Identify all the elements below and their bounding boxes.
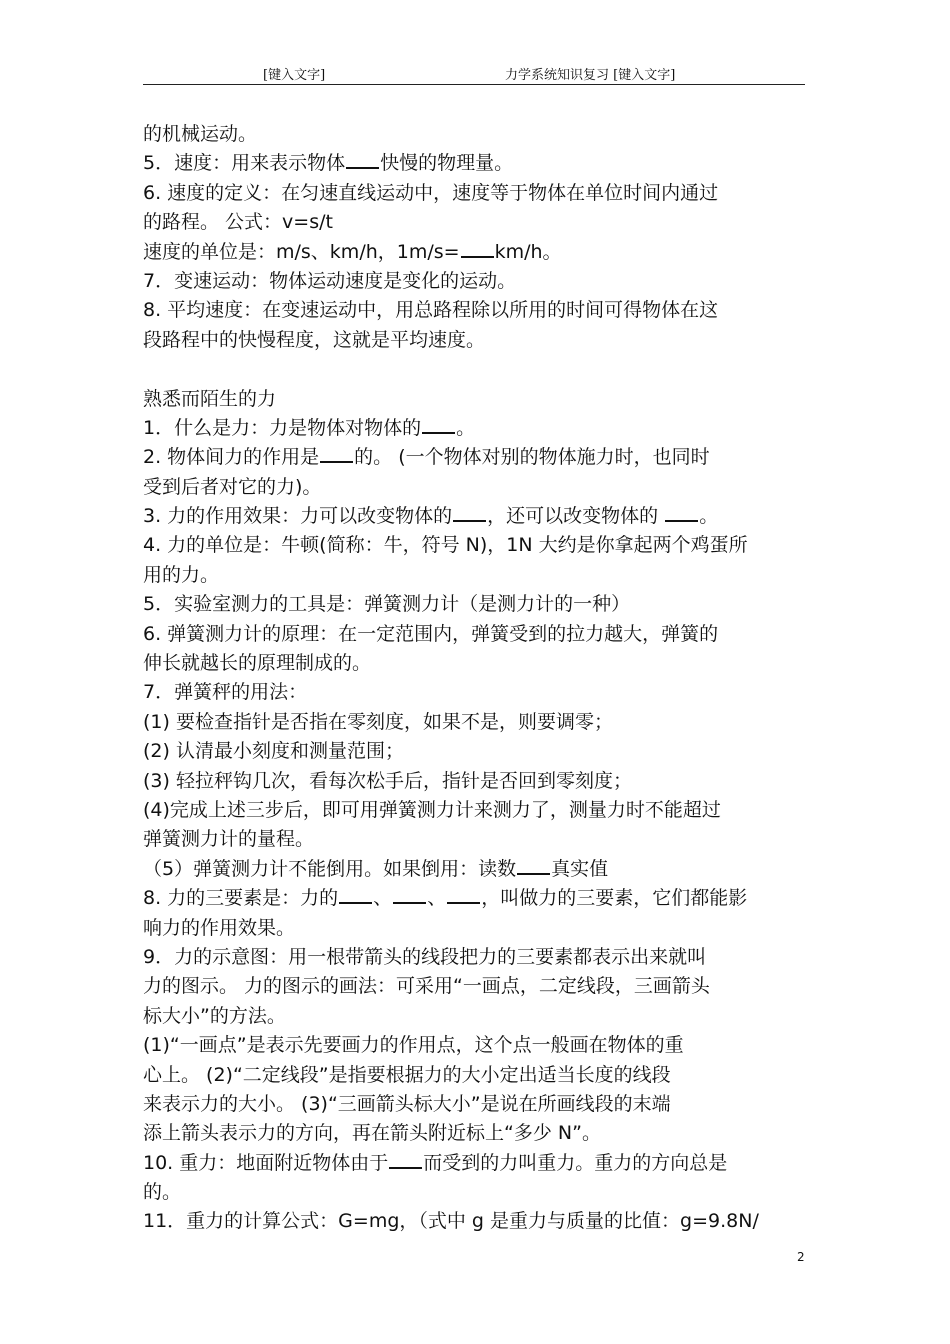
text-line: (1) 要检查指针是否指在零刻度，如果不是，则要调零； — [143, 710, 613, 733]
text-line: 8. 力的三要素是：力的 、 、 ，叫做力的三要素，它们都能影 — [143, 887, 748, 910]
text-line: 响力的作用效果。 — [143, 916, 296, 939]
text-line: 7．变速运动：物体运动速度是变化的运动。 — [143, 269, 517, 292]
header-left-text: [键入文字] — [263, 68, 326, 83]
text-line: 8. 平均速度：在变速运动中，用总路程除以所用的时间可得物体在这 — [143, 299, 719, 322]
text-line: 3. 力的作用效果：力可以改变物体的 ，还可以改变物体的 。 — [143, 505, 719, 528]
blank-line — [143, 355, 808, 384]
text-line: 11．重力的计算公式：G=mg，（式中 g 是重力与质量的比值：g=9.8N/ — [143, 1210, 759, 1233]
fill-blank[interactable] — [665, 503, 698, 522]
text-line: 4. 力的单位是：牛顿(简称：牛，符号 N)，1N 大约是你拿起两个鸡蛋所 — [143, 534, 748, 557]
document-body — [143, 120, 808, 1237]
text-line: 7．弹簧秤的用法： — [143, 681, 308, 704]
text-line: 6. 弹簧测力计的原理：在一定范围内，弹簧受到的拉力越大，弹簧的 — [143, 622, 719, 645]
text-line: 10. 重力：地面附近物体由于 而受到的力叫重力。重力的方向总是 — [143, 1151, 728, 1174]
text-line: (1)“一画点”是表示先要画力的作用点，这个点一般画在物体的重 — [143, 1034, 684, 1057]
text-line: 用的力。 — [143, 563, 220, 586]
text-line: 受到后者对它的力)。 — [143, 475, 322, 498]
section-title: 熟悉而陌生的力 — [143, 387, 277, 410]
fill-blank[interactable] — [461, 239, 494, 258]
text-line: （5）弹簧测力计不能倒用。如果倒用：读数 真实值 — [143, 857, 609, 880]
text-line: (2) 认清最小刻度和测量范围； — [143, 740, 404, 763]
text-line: 心上。 (2)“二定线段”是指要根据力的大小定出适当长度的线段 — [143, 1063, 671, 1086]
text-line: 5．速度：用来表示物体 快慢的物理量。 — [143, 152, 514, 175]
fill-blank[interactable] — [389, 1150, 422, 1169]
text-line: 6. 速度的定义：在匀速直线运动中，速度等于物体在单位时间内通过 — [143, 181, 719, 204]
fill-blank[interactable] — [320, 444, 353, 463]
text-line: 9．力的示意图：用一根带箭头的线段把力的三要素都表示出来就叫 — [143, 945, 707, 968]
fill-blank[interactable] — [393, 885, 426, 904]
text-line: 弹簧测力计的量程。 — [143, 828, 315, 851]
text-line: 速度的单位是：m/s、km/h，1m/s= km/h。 — [143, 240, 562, 263]
text-line: 力的图示。 力的图示的画法：可采用“一画点，二定线段，三画箭头 — [143, 975, 710, 998]
text-line: (3) 轻拉秤钩几次，看每次松手后，指针是否回到零刻度； — [143, 769, 632, 792]
text-line: 的。 — [143, 1181, 182, 1204]
fill-blank[interactable] — [517, 856, 550, 875]
text-line: 的机械运动。 — [143, 123, 258, 145]
text-line: 5．实验室测力的工具是：弹簧测力计（是测力计的一种） — [143, 593, 631, 616]
page-number: 2 — [797, 1250, 805, 1264]
text-line: 来表示力的大小。 (3)“三画箭头标大小”是说在所画线段的末端 — [143, 1092, 671, 1115]
text-line: 2. 物体间力的作用是 的。 (一个物体对别的物体施力时，也同时 — [143, 446, 710, 469]
fill-blank[interactable] — [339, 885, 372, 904]
text-line: 添上箭头表示力的方向，再在箭头附近标上“多少 N”。 — [143, 1122, 601, 1145]
header-right-text: 力学系统知识复习 [键入文字] — [505, 68, 676, 83]
text-line: (4)完成上述三步后，即可用弹簧测力计来测力了，测量力时不能超过 — [143, 798, 721, 821]
fill-blank[interactable] — [453, 503, 486, 522]
fill-blank[interactable] — [447, 885, 480, 904]
text-line: 伸长就越长的原理制成的。 — [143, 652, 372, 675]
text-line: 1．什么是力：力是物体对物体的 。 — [143, 416, 476, 439]
text-line: 段路程中的快慢程度，这就是平均速度。 — [143, 328, 486, 351]
fill-blank[interactable] — [422, 415, 455, 434]
text-line: 标大小”的方法。 — [143, 1004, 286, 1027]
page-header — [143, 62, 805, 85]
fill-blank[interactable] — [346, 150, 379, 169]
text-line: 的路程。 公式：v=s/t — [143, 211, 333, 234]
